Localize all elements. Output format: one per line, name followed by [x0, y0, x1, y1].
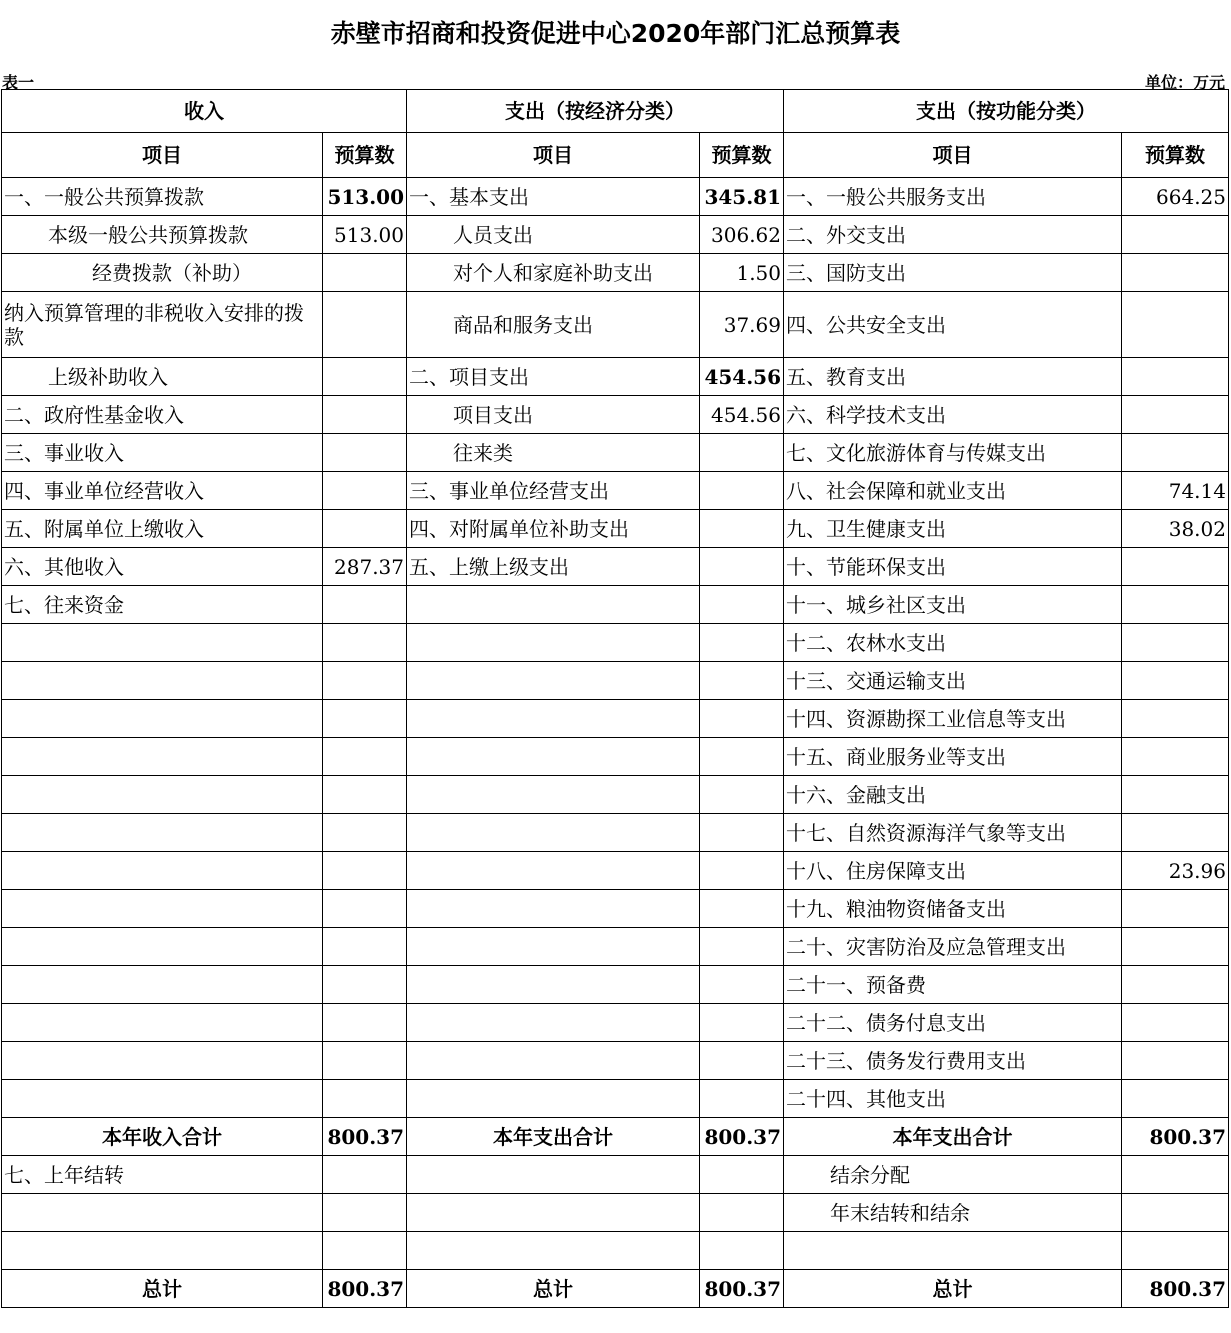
- col-budget: 预算数: [700, 133, 784, 178]
- income-budget: [323, 586, 407, 624]
- table-row: [2, 738, 1229, 776]
- income-item: 四、事业单位经营收入: [2, 472, 323, 510]
- subtotal-row-income-value: 800.37: [323, 1118, 407, 1156]
- func-item: 十八、住房保障支出: [784, 852, 1122, 890]
- func-item: [784, 1232, 1122, 1270]
- income-item: 纳入预算管理的非税收入安排的拨款: [2, 292, 323, 358]
- econ-item: 一、基本支出: [407, 178, 700, 216]
- econ-item: 二、项目支出: [407, 358, 700, 396]
- income-item: 上级补助收入: [2, 358, 323, 396]
- income-item: [2, 966, 323, 1004]
- func-item: 十二、农林水支出: [784, 624, 1122, 662]
- income-item: [2, 776, 323, 814]
- table-row: [2, 928, 1229, 966]
- econ-budget: [700, 1080, 784, 1118]
- table-row: [2, 890, 1229, 928]
- econ-budget: [700, 548, 784, 586]
- income-budget: [323, 890, 407, 928]
- table-row: [2, 852, 1229, 890]
- income-budget: 513.00: [323, 216, 407, 254]
- econ-item: [407, 1232, 700, 1270]
- subtotal-row-func-value: 800.37: [1122, 1118, 1229, 1156]
- func-budget: [1122, 1194, 1229, 1232]
- income-budget: [323, 434, 407, 472]
- table-row: [2, 358, 1229, 396]
- income-item: [2, 1232, 323, 1270]
- income-item: [2, 1194, 323, 1232]
- econ-item: [407, 662, 700, 700]
- income-budget: [323, 852, 407, 890]
- section-income: 收入: [2, 90, 407, 133]
- total-row-econ-value: 800.37: [700, 1270, 784, 1308]
- econ-item: [407, 624, 700, 662]
- func-item: 结余分配: [784, 1156, 1122, 1194]
- income-budget: [323, 510, 407, 548]
- func-budget: [1122, 548, 1229, 586]
- econ-budget: [700, 1232, 784, 1270]
- col-item: 项目: [2, 133, 323, 178]
- econ-budget: [700, 738, 784, 776]
- income-budget: [323, 472, 407, 510]
- econ-item: 商品和服务支出: [407, 292, 700, 358]
- income-budget: [323, 928, 407, 966]
- subtotal-row-func-label: 本年支出合计: [784, 1118, 1122, 1156]
- table-row: [2, 662, 1229, 700]
- econ-budget: [700, 434, 784, 472]
- table-row: [2, 700, 1229, 738]
- income-budget: [323, 700, 407, 738]
- func-budget: [1122, 254, 1229, 292]
- table-row: [2, 216, 1229, 254]
- func-item: 四、公共安全支出: [784, 292, 1122, 358]
- econ-budget: [700, 1004, 784, 1042]
- income-item: [2, 624, 323, 662]
- table-row: [2, 434, 1229, 472]
- econ-item: [407, 1042, 700, 1080]
- econ-item: [407, 1080, 700, 1118]
- total-row-income-value: 800.37: [323, 1270, 407, 1308]
- econ-budget: [700, 510, 784, 548]
- func-item: 十六、金融支出: [784, 776, 1122, 814]
- income-item: 一、一般公共预算拨款: [2, 178, 323, 216]
- func-budget: [1122, 814, 1229, 852]
- econ-budget: [700, 586, 784, 624]
- table-row: [2, 1080, 1229, 1118]
- func-item: 十四、资源勘探工业信息等支出: [784, 700, 1122, 738]
- total-row-econ-label: 总计: [407, 1270, 700, 1308]
- func-budget: [1122, 966, 1229, 1004]
- econ-item: 人员支出: [407, 216, 700, 254]
- econ-budget: [700, 1194, 784, 1232]
- econ-item: [407, 1156, 700, 1194]
- total-row-func-label: 总计: [784, 1270, 1122, 1308]
- income-budget: [323, 396, 407, 434]
- table-row: [2, 396, 1229, 434]
- total-row-func-value: 800.37: [1122, 1270, 1229, 1308]
- table-row: [2, 814, 1229, 852]
- func-item: 二、外交支出: [784, 216, 1122, 254]
- func-item: 二十、灾害防治及应急管理支出: [784, 928, 1122, 966]
- func-budget: [1122, 738, 1229, 776]
- func-item: 十七、自然资源海洋气象等支出: [784, 814, 1122, 852]
- income-item: [2, 700, 323, 738]
- econ-budget: [700, 472, 784, 510]
- econ-budget: [700, 852, 784, 890]
- table-row: [2, 586, 1229, 624]
- func-budget: [1122, 396, 1229, 434]
- econ-item: [407, 776, 700, 814]
- func-budget: [1122, 1004, 1229, 1042]
- func-budget: 38.02: [1122, 510, 1229, 548]
- income-item: 五、附属单位上缴收入: [2, 510, 323, 548]
- econ-item: [407, 700, 700, 738]
- income-budget: [323, 292, 407, 358]
- func-budget: [1122, 586, 1229, 624]
- table-row: [2, 1004, 1229, 1042]
- econ-budget: [700, 814, 784, 852]
- income-budget: [323, 814, 407, 852]
- econ-budget: 306.62: [700, 216, 784, 254]
- income-item: [2, 1004, 323, 1042]
- func-item: 三、国防支出: [784, 254, 1122, 292]
- econ-budget: [700, 700, 784, 738]
- table-row: [2, 1042, 1229, 1080]
- econ-budget: [700, 890, 784, 928]
- econ-item: 三、事业单位经营支出: [407, 472, 700, 510]
- econ-budget: [700, 1042, 784, 1080]
- subtotal-row-income-label: 本年收入合计: [2, 1118, 323, 1156]
- econ-budget: 345.81: [700, 178, 784, 216]
- income-budget: [323, 624, 407, 662]
- table-row: [2, 1232, 1229, 1270]
- func-item: 二十四、其他支出: [784, 1080, 1122, 1118]
- page-title: 赤壁市招商和投资促进中心2020年部门汇总预算表: [330, 19, 901, 48]
- income-item: 七、往来资金: [2, 586, 323, 624]
- econ-budget: 37.69: [700, 292, 784, 358]
- func-item: 二十三、债务发行费用支出: [784, 1042, 1122, 1080]
- income-budget: 513.00: [323, 178, 407, 216]
- econ-item: [407, 852, 700, 890]
- func-item: 九、卫生健康支出: [784, 510, 1122, 548]
- income-item: [2, 928, 323, 966]
- econ-budget: [700, 966, 784, 1004]
- total-row: [2, 1270, 1229, 1308]
- econ-item: 五、上缴上级支出: [407, 548, 700, 586]
- econ-budget: [700, 776, 784, 814]
- income-budget: [323, 1042, 407, 1080]
- econ-item: [407, 1004, 700, 1042]
- income-item: 经费拨款（补助）: [2, 254, 323, 292]
- func-item: 十三、交通运输支出: [784, 662, 1122, 700]
- income-budget: 287.37: [323, 548, 407, 586]
- func-budget: [1122, 662, 1229, 700]
- func-budget: [1122, 358, 1229, 396]
- func-budget: [1122, 434, 1229, 472]
- econ-item: 对个人和家庭补助支出: [407, 254, 700, 292]
- func-item: 十九、粮油物资储备支出: [784, 890, 1122, 928]
- income-budget: [323, 1232, 407, 1270]
- column-header-row: [2, 133, 1229, 178]
- econ-item: [407, 890, 700, 928]
- func-budget: [1122, 700, 1229, 738]
- func-item: 六、科学技术支出: [784, 396, 1122, 434]
- econ-budget: [700, 928, 784, 966]
- table-row: [2, 1156, 1229, 1194]
- func-item: 十一、城乡社区支出: [784, 586, 1122, 624]
- func-item: 年末结转和结余: [784, 1194, 1122, 1232]
- income-budget: [323, 966, 407, 1004]
- income-budget: [323, 662, 407, 700]
- income-item: [2, 852, 323, 890]
- func-budget: [1122, 890, 1229, 928]
- func-budget: [1122, 624, 1229, 662]
- income-budget: [323, 1004, 407, 1042]
- econ-budget: 454.56: [700, 358, 784, 396]
- col-budget: 预算数: [1122, 133, 1229, 178]
- econ-item: [407, 966, 700, 1004]
- subtotal-row: [2, 1118, 1229, 1156]
- econ-item: 项目支出: [407, 396, 700, 434]
- section-func: 支出（按功能分类）: [784, 90, 1229, 133]
- func-budget: [1122, 928, 1229, 966]
- unit-label: 单位：万元: [1144, 73, 1225, 92]
- func-item: 五、教育支出: [784, 358, 1122, 396]
- income-item: 二、政府性基金收入: [2, 396, 323, 434]
- income-budget: [323, 1156, 407, 1194]
- econ-budget: 454.56: [700, 396, 784, 434]
- income-budget: [323, 738, 407, 776]
- table-row: [2, 1194, 1229, 1232]
- subtotal-row-econ-label: 本年支出合计: [407, 1118, 700, 1156]
- income-item: [2, 814, 323, 852]
- section-econ: 支出（按经济分类）: [407, 90, 784, 133]
- econ-item: [407, 586, 700, 624]
- income-budget: [323, 1080, 407, 1118]
- econ-item: [407, 814, 700, 852]
- table-row: [2, 548, 1229, 586]
- table-row: [2, 472, 1229, 510]
- func-budget: 23.96: [1122, 852, 1229, 890]
- budget-table: [1, 89, 1229, 1308]
- income-item: [2, 890, 323, 928]
- econ-budget: [700, 1156, 784, 1194]
- total-row-income-label: 总计: [2, 1270, 323, 1308]
- econ-item: [407, 738, 700, 776]
- table-row: [2, 292, 1229, 358]
- func-item: 二十一、预备费: [784, 966, 1122, 1004]
- income-item: 三、事业收入: [2, 434, 323, 472]
- income-budget: [323, 776, 407, 814]
- func-budget: [1122, 1232, 1229, 1270]
- table-number: 表一: [2, 73, 35, 92]
- table-row: [2, 254, 1229, 292]
- col-budget: 预算数: [323, 133, 407, 178]
- econ-budget: 1.50: [700, 254, 784, 292]
- func-budget: [1122, 1042, 1229, 1080]
- func-budget: [1122, 776, 1229, 814]
- income-item: 七、上年结转: [2, 1156, 323, 1194]
- table-row: [2, 510, 1229, 548]
- econ-budget: [700, 624, 784, 662]
- func-item: 一、一般公共服务支出: [784, 178, 1122, 216]
- func-budget: 664.25: [1122, 178, 1229, 216]
- income-item: 六、其他收入: [2, 548, 323, 586]
- func-budget: [1122, 216, 1229, 254]
- func-item: 二十二、债务付息支出: [784, 1004, 1122, 1042]
- section-header-row: [2, 90, 1229, 133]
- func-item: 八、社会保障和就业支出: [784, 472, 1122, 510]
- col-item: 项目: [407, 133, 700, 178]
- func-budget: 74.14: [1122, 472, 1229, 510]
- income-budget: [323, 1194, 407, 1232]
- income-budget: [323, 358, 407, 396]
- income-item: 本级一般公共预算拨款: [2, 216, 323, 254]
- func-budget: [1122, 292, 1229, 358]
- econ-item: [407, 928, 700, 966]
- income-item: [2, 1080, 323, 1118]
- income-item: [2, 1042, 323, 1080]
- table-row: [2, 178, 1229, 216]
- income-item: [2, 738, 323, 776]
- func-budget: [1122, 1156, 1229, 1194]
- table-row: [2, 966, 1229, 1004]
- income-item: [2, 662, 323, 700]
- table-row: [2, 776, 1229, 814]
- func-item: 七、文化旅游体育与传媒支出: [784, 434, 1122, 472]
- func-item: 十、节能环保支出: [784, 548, 1122, 586]
- table-row: [2, 624, 1229, 662]
- income-budget: [323, 254, 407, 292]
- func-budget: [1122, 1080, 1229, 1118]
- func-item: 十五、商业服务业等支出: [784, 738, 1122, 776]
- econ-budget: [700, 662, 784, 700]
- econ-item: 往来类: [407, 434, 700, 472]
- col-item: 项目: [784, 133, 1122, 178]
- econ-item: [407, 1194, 700, 1232]
- econ-item: 四、对附属单位补助支出: [407, 510, 700, 548]
- subtotal-row-econ-value: 800.37: [700, 1118, 784, 1156]
